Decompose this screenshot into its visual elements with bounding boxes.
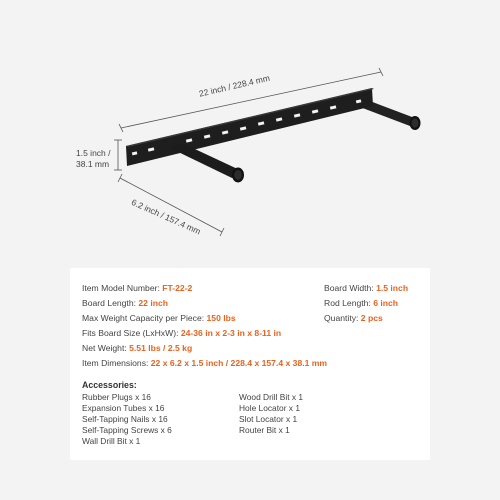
accessory-item: Wood Drill Bit x 1 [239, 392, 304, 402]
spec-rod-length: Rod Length: 6 inch [324, 298, 399, 308]
rod-left [170, 143, 244, 183]
spec-quantity: Quantity: 2 pcs [324, 313, 383, 323]
depth-dimension-label: 6.2 inch / 157.4 mm [129, 197, 203, 237]
spec-fits-board-size: Fits Board Size (LxHxW): 24-36 in x 2-3 in x 8-11 in [82, 328, 282, 338]
height-dimension-line [114, 140, 122, 170]
height-dimension-label [76, 148, 111, 170]
accessory-item: Wall Drill Bit x 1 [82, 436, 141, 446]
height-dimension-line2: 38.1 mm [76, 159, 110, 169]
accessory-item: Expansion Tubes x 16 [82, 403, 165, 413]
bracket-plate [126, 88, 374, 166]
accessory-item: Hole Locator x 1 [239, 403, 300, 413]
accessory-item: Self-Tapping Nails x 16 [82, 414, 168, 424]
accessory-item: Self-Tapping Screws x 6 [82, 425, 172, 435]
length-dimension-label: 22 inch / 228.4 mm [198, 72, 271, 99]
accessories-title: Accessories: [82, 380, 137, 390]
height-dimension-line1: 1.5 inch / [76, 148, 111, 158]
accessory-item: Rubber Plugs x 16 [82, 392, 151, 402]
spec-board-length: Board Length: 22 inch [82, 298, 169, 308]
spec-max-weight: Max Weight Capacity per Piece: 150 lbs [82, 313, 236, 323]
spec-net-weight: Net Weight: 5.51 lbs / 2.5 kg [82, 343, 193, 353]
spec-model-number: Item Model Number: FT-22-2 [82, 283, 193, 293]
accessory-item: Router Bit x 1 [239, 425, 290, 435]
accessory-item: Slot Locator x 1 [239, 414, 298, 424]
spec-item-dimensions: Item Dimensions: 22 x 6.2 x 1.5 inch / 228.4 x 157.4 x 38.1 mm [82, 358, 328, 368]
spec-board-width: Board Width: 1.5 inch [324, 283, 409, 293]
specifications-card [70, 268, 430, 460]
